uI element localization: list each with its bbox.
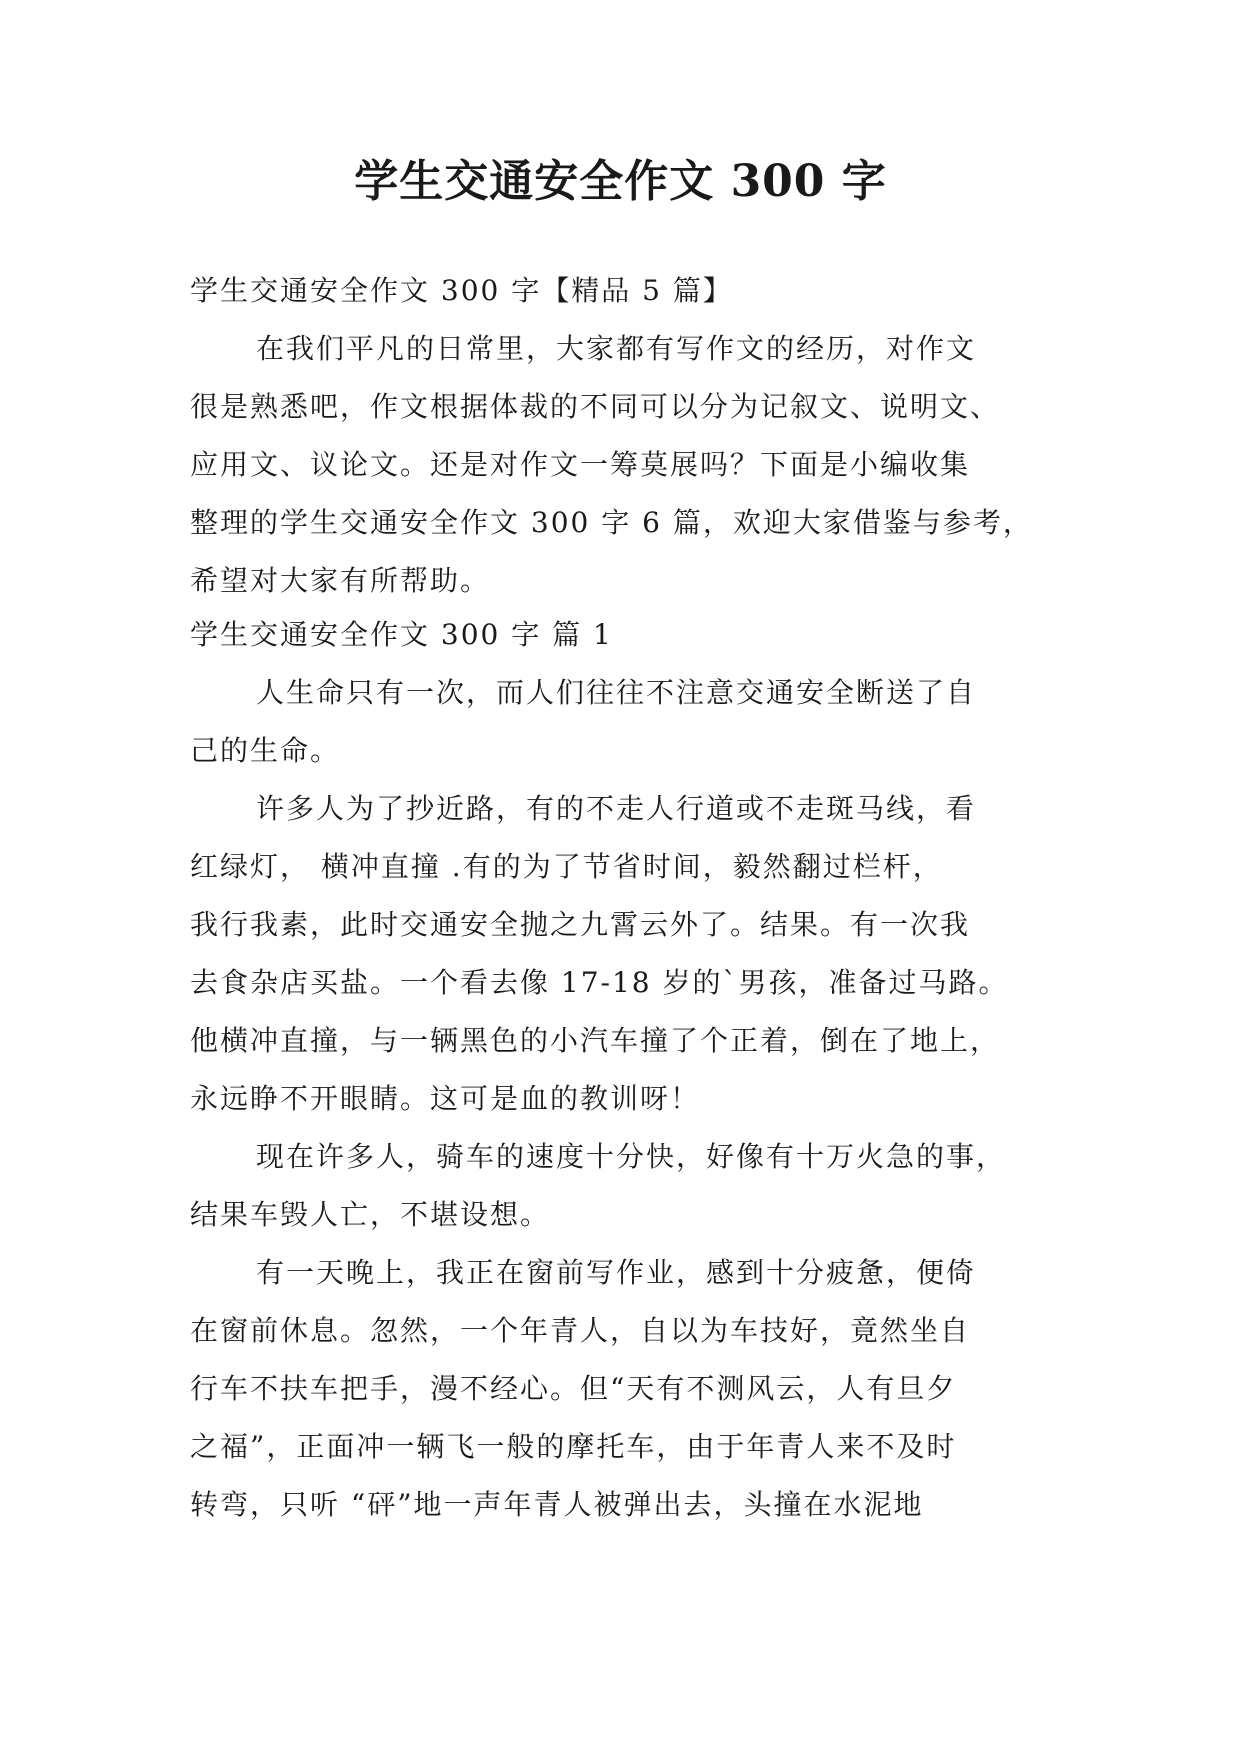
paragraph-line: 在窗前休息。忽然，一个年青人，自以为车技好，竟然坐自 (190, 1314, 971, 1347)
document-title: 学生交通安全作文 300 字 (354, 156, 887, 207)
paragraph-line: 之福”，正面冲一辆飞一般的摩托车，由于年青人来不及时 (190, 1430, 957, 1463)
article-subtitle: 学生交通安全作文 300 字【精品 5 篇】 (190, 274, 733, 307)
paragraph-line: 有一天晚上，我正在窗前写作业，感到十分疲惫，便倚 (256, 1256, 977, 1289)
paragraph-line: 行车不扶车把手，漫不经心。但“天有不测风云，人有旦夕 (190, 1372, 957, 1405)
intro-paragraph-line: 整理的学生交通安全作文 300 字 6 篇，欢迎大家借鉴与参考， (190, 506, 1033, 539)
paragraph-line: 转弯，只听 “砰”地一声年青人被弹出去，头撞在水泥地 (190, 1488, 924, 1521)
paragraph-line: 他横冲直撞，与一辆黑色的小汽车撞了个正着，倒在了地上， (190, 1024, 1001, 1057)
paragraph-line: 红绿灯， 横冲直撞 .有的为了节省时间，毅然翻过栏杆， (190, 850, 943, 883)
document-body (190, 262, 1050, 1534)
paragraph-line: 去食杂店买盐。一个看去像 17-18 岁的`男孩，准备过马路。 (190, 966, 1009, 999)
paragraph-line: 许多人为了抄近路，有的不走人行道或不走斑马线，看 (256, 792, 977, 825)
intro-paragraph-line: 在我们平凡的日常里，大家都有写作文的经历，对作文 (256, 332, 977, 365)
paragraph-line: 永远睁不开眼睛。这可是血的教训呀！ (190, 1082, 701, 1115)
paragraph-line: 己的生命。 (190, 734, 341, 767)
intro-paragraph-line: 希望对大家有所帮助。 (190, 564, 491, 597)
intro-paragraph-line: 应用文、议论文。还是对作文一筹莫展吗？下面是小编收集 (190, 448, 971, 481)
intro-paragraph-line: 很是熟悉吧，作文根据体裁的不同可以分为记叙文、说明文、 (190, 390, 1001, 423)
paragraph-line: 人生命只有一次，而人们往往不注意交通安全断送了自 (256, 676, 977, 709)
paragraph-line: 现在许多人，骑车的速度十分快，好像有十万火急的事， (256, 1140, 1007, 1173)
paragraph-line: 结果车毁人亡，不堪设想。 (190, 1198, 551, 1231)
section-heading: 学生交通安全作文 300 字 篇 1 (190, 618, 613, 651)
paragraph-line: 我行我素，此时交通安全抛之九霄云外了。结果。有一次我 (190, 908, 971, 941)
